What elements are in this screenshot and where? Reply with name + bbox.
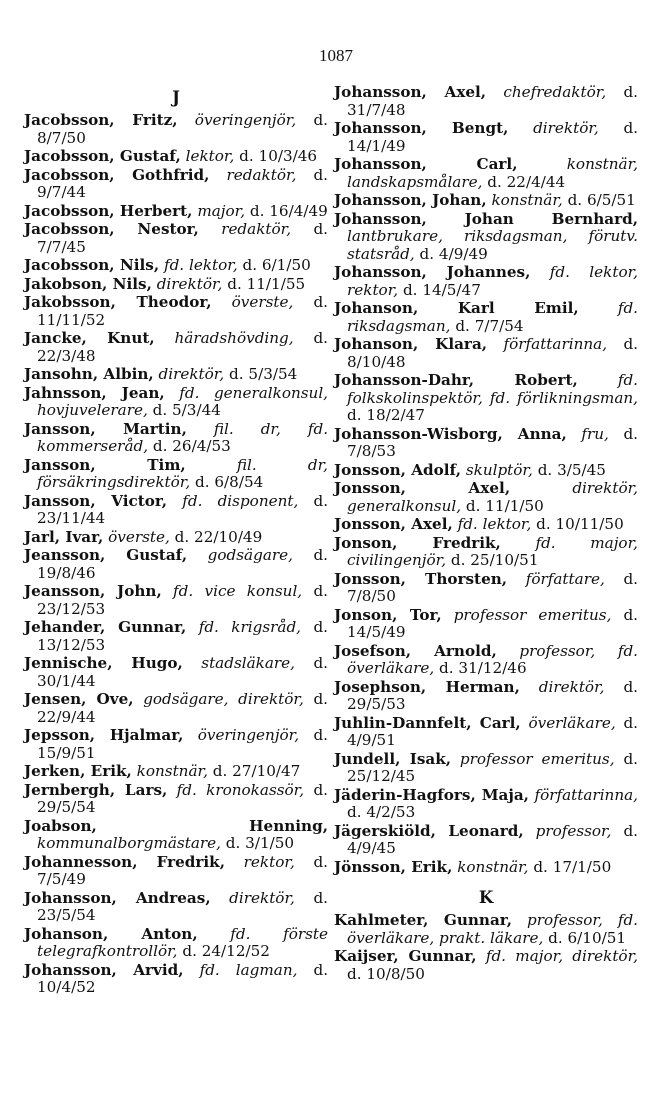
obituary-entry	[24, 547, 328, 582]
obituary-entry	[24, 257, 328, 275]
entry-death-date: d. 3/5/45	[537, 460, 606, 479]
obituary-entry	[24, 655, 328, 690]
entry-name: Jacobsson, Herbert,	[24, 201, 193, 220]
entry-name: Johanson, Anton,	[24, 924, 198, 943]
section-letter-j: J	[172, 88, 180, 107]
entry-title: direktör,	[156, 274, 223, 293]
entry-name: Johansson, Carl,	[334, 155, 518, 173]
obituary-entry	[24, 276, 328, 294]
entry-title: häradshövding,	[174, 329, 294, 347]
entry-death-date: d. 22/10/49	[174, 527, 263, 546]
obituary-entry	[334, 535, 638, 570]
entry-name: Johannesson, Fredrik,	[24, 852, 225, 871]
obituary-entry	[334, 336, 638, 371]
page-number: 1087	[319, 46, 353, 65]
entry-title: professor, fd. överläkare,	[347, 641, 639, 677]
obituary-entry	[24, 529, 328, 547]
entry-name: Jacobsson, Fritz,	[24, 111, 178, 129]
entry-name: Jepsson, Hjalmar,	[24, 726, 184, 744]
entry-death-date: d. 6/10/51	[548, 928, 627, 947]
entry-name: Jansson, Tim,	[24, 455, 186, 474]
entry-title: fd. lektor,	[163, 256, 238, 274]
entry-name: Jennische, Hugo,	[24, 654, 183, 672]
entry-name: Johansson, Johan Bernhard,	[334, 209, 638, 228]
entry-name: Jansson, Victor,	[24, 491, 168, 510]
entry-name: Jensen, Ove,	[24, 690, 134, 708]
entry-title: redaktör,	[226, 165, 297, 184]
obituary-entry	[24, 890, 328, 925]
obituary-entry	[334, 643, 638, 678]
entry-title: godsägare, direktör,	[143, 690, 304, 708]
obituary-entry	[334, 264, 638, 299]
obituary-entry	[334, 211, 638, 264]
entry-death-date: d. 26/4/53	[152, 437, 231, 455]
entry-name: Jägerskiöld, Leonard,	[334, 821, 524, 840]
obituary-entry	[24, 493, 328, 528]
entry-death-date: d. 11/11/52	[37, 293, 329, 329]
entry-name: Jacobsson, Nestor,	[24, 220, 199, 238]
obituary-entry	[334, 426, 638, 461]
right-column	[334, 84, 638, 984]
obituary-entry	[24, 583, 328, 618]
obituary-entry	[24, 818, 328, 853]
entry-title: överste,	[108, 527, 170, 546]
entry-death-date: d. 22/9/44	[37, 690, 329, 726]
obituary-entry	[24, 221, 328, 256]
entry-name: Johanson, Karl Emil,	[334, 299, 579, 317]
entry-name: Jonsson, Thorsten,	[334, 569, 508, 588]
entry-title: chefredaktör,	[503, 83, 607, 101]
entry-death-date: d. 5/3/44	[152, 401, 221, 419]
entry-death-date: d. 14/5/49	[347, 605, 638, 641]
entry-name: Jonsson, Axel,	[334, 515, 453, 533]
entry-name: Kahlmeter, Gunnar,	[334, 911, 512, 929]
obituary-entry	[24, 385, 328, 420]
entry-name: Jonson, Tor,	[334, 605, 442, 624]
entry-name: Johansson, Axel,	[334, 83, 487, 101]
entry-death-date: d. 23/5/54	[37, 888, 328, 924]
entry-name: Jacobsson, Nils,	[24, 256, 160, 274]
obituary-entry	[24, 148, 328, 166]
entry-death-date: d. 7/8/53	[347, 424, 638, 460]
entry-death-date: d. 7/5/49	[37, 852, 328, 888]
entry-title: lantbrukare, riksdagsman, förutv. statsråd,	[347, 227, 638, 263]
entry-title: stadsläkare,	[201, 654, 295, 672]
obituary-entry	[24, 727, 328, 762]
entry-title: godsägare,	[207, 546, 293, 564]
entry-name: Jehander, Gunnar,	[24, 618, 187, 636]
entry-list-left	[24, 112, 328, 997]
entry-name: Johanson, Klara,	[334, 335, 488, 353]
entry-death-date: d. 7/7/45	[37, 220, 329, 256]
entry-death-date: d. 6/8/54	[195, 473, 264, 491]
obituary-entry	[334, 120, 638, 155]
entry-name: Jonsson, Axel,	[334, 479, 511, 497]
entry-name: Jundell, Isak,	[334, 749, 452, 768]
obituary-entry	[24, 691, 328, 726]
obituary-entry	[24, 962, 328, 997]
obituary-entry	[334, 462, 638, 480]
entry-title: fd. disponent,	[182, 491, 299, 510]
entry-title: fd. krigsråd,	[198, 618, 302, 636]
entry-title: professor,	[535, 821, 612, 840]
obituary-entry	[334, 571, 638, 606]
entry-death-date: d. 15/9/51	[37, 726, 328, 762]
entry-death-date: d. 6/1/50	[242, 256, 311, 274]
entry-name: Johansson, Bengt,	[334, 119, 509, 137]
entry-death-date: d. 31/12/46	[439, 659, 527, 677]
entry-title: fil. dr, försäkringsdirektör,	[37, 455, 328, 491]
obituary-entry	[24, 926, 328, 961]
entry-death-date: d. 22/4/44	[487, 172, 566, 191]
entry-death-date: d. 19/8/46	[37, 546, 329, 582]
entry-title: fru,	[581, 424, 609, 443]
entry-name: Josephson, Herman,	[334, 677, 520, 696]
entry-death-date: d. 7/7/54	[455, 316, 524, 335]
obituary-entry	[334, 859, 638, 877]
obituary-entry	[24, 421, 328, 456]
entry-death-date: d. 5/3/54	[229, 365, 298, 383]
entry-title: överingenjör,	[197, 726, 300, 744]
obituary-entry	[24, 854, 328, 889]
entry-name: Jäderin-Hagfors, Maja,	[334, 785, 529, 804]
entry-title: professor emeritus,	[459, 749, 615, 768]
obituary-entry	[334, 912, 638, 947]
entry-death-date: d. 10/4/52	[37, 960, 329, 996]
entry-death-date: d. 17/1/50	[533, 857, 612, 876]
entry-name: Josefson, Arnold,	[334, 641, 497, 660]
obituary-entry	[24, 294, 328, 329]
entry-title: direktör,	[229, 888, 295, 907]
obituary-entry	[334, 300, 638, 335]
obituary-entry	[24, 782, 328, 817]
entry-death-date: d. 8/7/50	[37, 111, 328, 147]
entry-title: överingenjör,	[194, 111, 297, 129]
entry-title: konstnär,	[457, 857, 529, 876]
entry-death-date: d. 10/11/50	[536, 515, 624, 533]
entry-death-date: d. 4/9/45	[347, 821, 638, 857]
entry-name: Jansohn, Albin,	[24, 365, 154, 383]
obituary-entry	[24, 167, 328, 202]
entry-death-date: d. 14/1/49	[347, 119, 638, 155]
entry-death-date: d. 10/3/46	[239, 147, 318, 165]
entry-name: Jahnsson, Jean,	[24, 383, 165, 402]
entry-death-date: d. 7/8/50	[347, 569, 638, 605]
entry-death-date: d. 4/9/49	[419, 244, 488, 263]
entry-title: fd. förste telegrafkontrollör,	[37, 924, 329, 960]
obituary-entry	[24, 619, 328, 654]
entry-death-date: d. 25/12/45	[347, 749, 638, 785]
obituary-entry	[24, 203, 328, 221]
entry-title: fd. lektor, rektor,	[347, 263, 639, 299]
section-letter-k: K	[478, 888, 494, 907]
obituary-entry	[334, 679, 638, 714]
entry-name: Kaijser, Gunnar,	[334, 947, 477, 965]
entry-title: direktör, generalkonsul,	[347, 479, 639, 515]
entry-name: Jansson, Martin,	[24, 419, 187, 438]
entry-title: direktör,	[158, 365, 225, 383]
entry-name: Jeansson, John,	[24, 582, 162, 600]
entry-list-right-k	[334, 912, 638, 983]
entry-death-date: d. 29/5/53	[347, 677, 638, 713]
obituary-entry	[24, 763, 328, 781]
entry-death-date: d. 4/9/51	[347, 713, 638, 749]
obituary-entry	[334, 823, 638, 858]
entry-name: Juhlin-Dannfelt, Carl,	[334, 713, 521, 732]
entry-death-date: d. 27/10/47	[212, 762, 301, 780]
entry-name: Jonsson, Adolf,	[334, 460, 461, 479]
entry-name: Jernbergh, Lars,	[24, 780, 168, 799]
obituary-entry	[334, 751, 638, 786]
entry-death-date: d. 29/5/54	[37, 780, 328, 816]
entry-title: författare,	[525, 569, 605, 588]
entry-death-date: d. 16/4/49	[249, 201, 328, 220]
entry-title: överste,	[231, 293, 294, 311]
entry-death-date: d. 11/1/50	[465, 496, 544, 515]
entry-name: Johansson, Andreas,	[24, 888, 211, 907]
obituary-entry	[24, 330, 328, 365]
entry-title: fd. vice konsul,	[173, 582, 303, 600]
entry-title: lektor,	[185, 147, 235, 165]
entry-death-date: d. 13/12/53	[37, 618, 329, 654]
obituary-entry	[334, 84, 638, 119]
entry-name: Jakobson, Nils,	[24, 274, 152, 293]
entry-death-date: d. 4/2/53	[347, 803, 416, 821]
obituary-entry	[334, 607, 638, 642]
entry-death-date: d. 24/12/52	[182, 942, 270, 960]
obituary-entry	[24, 457, 328, 492]
entry-name: Johansson, Johan,	[334, 191, 487, 209]
entry-title: fd. major, direktör,	[485, 947, 638, 965]
entry-title: fd. major, civilingenjör,	[347, 533, 638, 569]
entry-title: major,	[197, 201, 246, 220]
obituary-entry	[334, 480, 638, 515]
entry-death-date: d. 25/10/51	[450, 551, 539, 569]
entry-title: kommunalborgmästare,	[37, 834, 221, 852]
obituary-entry	[24, 112, 328, 147]
entry-death-date: d. 22/3/48	[37, 329, 329, 365]
entry-title: direktör,	[533, 119, 599, 137]
entry-title: fil. dr, fd. kommerseråd,	[37, 419, 329, 455]
entry-death-date: d. 23/11/44	[37, 491, 329, 527]
entry-name: Jakobsson, Theodor,	[24, 293, 212, 311]
entry-title: författarinna,	[534, 785, 638, 804]
entry-title: fd. generalkonsul, hovjuvelerare,	[37, 383, 329, 419]
entry-name: Johansson, Arvid,	[24, 960, 184, 979]
entry-title: rektor,	[243, 852, 295, 871]
entry-death-date: d. 31/7/48	[347, 83, 639, 119]
entry-death-date: d. 8/10/48	[347, 335, 639, 371]
entry-title: skulptör,	[465, 460, 533, 479]
entry-name: Johansson-Wisborg, Anna,	[334, 424, 567, 443]
entry-title: redaktör,	[221, 220, 292, 238]
entry-name: Jönsson, Erik,	[334, 857, 453, 876]
entry-title: konstnär,	[491, 191, 563, 209]
entry-name: Johansson-Dahr, Robert,	[334, 371, 578, 389]
obituary-entry	[334, 372, 638, 425]
entry-name: Joabson, Henning,	[24, 816, 328, 835]
entry-title: professor, fd. överläkare, prakt. läkare,	[347, 911, 638, 947]
obituary-entry	[24, 366, 328, 384]
entry-title: fd. kronokassör,	[176, 780, 305, 799]
entry-title: fd. riksdagsman,	[347, 299, 638, 335]
entry-name: Jacobsson, Gothfrid,	[24, 165, 210, 184]
entry-title: överläkare,	[528, 713, 616, 732]
entry-death-date: d. 23/12/53	[37, 582, 328, 618]
left-column	[24, 84, 328, 998]
obituary-entry	[334, 948, 638, 983]
obituary-entry	[334, 516, 638, 534]
entry-title: fd. folkskolinspektör, fd. förlikningsman,	[347, 371, 638, 407]
obituary-entry	[334, 787, 638, 822]
entry-death-date: d. 14/5/47	[402, 280, 481, 299]
entry-death-date: d. 9/7/44	[37, 165, 329, 201]
entry-name: Johansson, Johannes,	[334, 263, 531, 281]
entry-name: Jeansson, Gustaf,	[24, 546, 188, 564]
entry-title: författarinna,	[503, 335, 608, 353]
entry-death-date: d. 10/8/50	[347, 964, 425, 983]
obituary-entry	[334, 192, 638, 210]
entry-death-date: d. 6/5/51	[567, 191, 636, 209]
entry-death-date: d. 18/2/47	[347, 406, 425, 424]
entry-death-date: d. 11/1/55	[227, 274, 306, 293]
entry-name: Jancke, Knut,	[24, 329, 155, 347]
entry-title: fd. lektor,	[457, 515, 532, 533]
entry-list-right	[334, 84, 638, 876]
entry-name: Jacobsson, Gustaf,	[24, 147, 181, 165]
entry-death-date: d. 30/1/44	[37, 654, 329, 690]
entry-title: konstnär, landskapsmålare,	[347, 155, 638, 191]
entry-death-date: d. 3/1/50	[225, 834, 295, 852]
entry-name: Jerken, Erik,	[24, 762, 132, 780]
entry-title: direktör,	[538, 677, 605, 696]
entry-name: Jonson, Fredrik,	[334, 533, 501, 552]
obituary-entry	[334, 715, 638, 750]
entry-title: fd. lagman,	[199, 960, 298, 979]
obituary-entry	[334, 156, 638, 191]
entry-title: konstnär,	[136, 762, 208, 780]
entry-title: professor emeritus,	[453, 605, 612, 624]
entry-name: Jarl, Ivar,	[24, 527, 104, 546]
